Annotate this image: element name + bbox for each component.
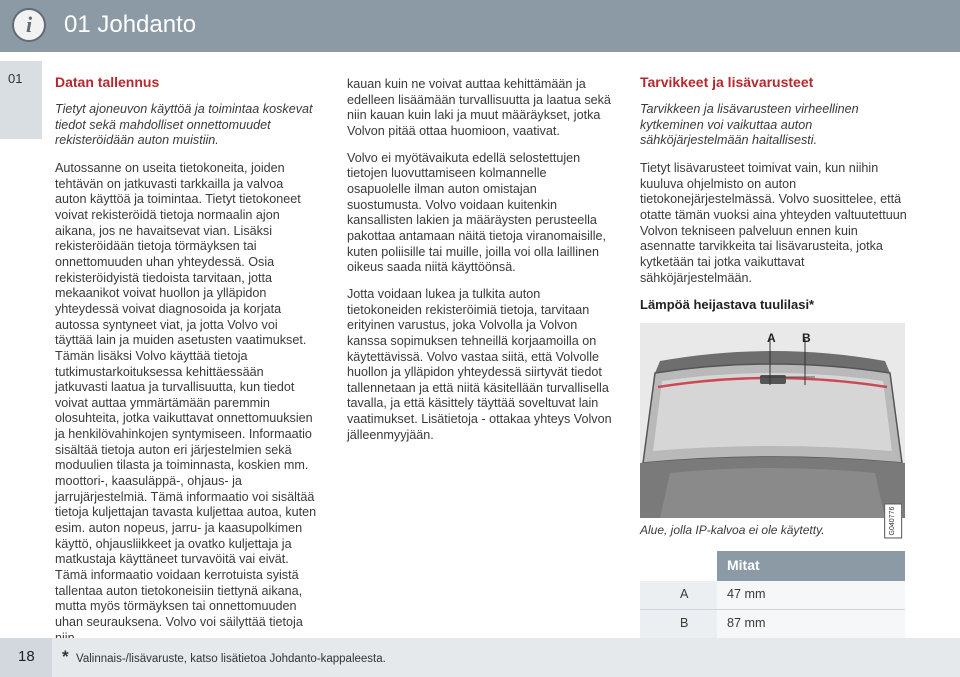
table-header-dimensions: Mitat [717, 551, 905, 581]
section-intro: Tarvikkeen ja lisävarusteen virheellinen kytkeminen voi vaikuttaa auton sähköjärjestelmään haitallisesti. [640, 102, 859, 148]
section-title-data-storage: Datan tallennus [55, 74, 160, 90]
table-cell-key: A [640, 581, 717, 610]
table-header-row [640, 551, 905, 581]
column-3 [640, 74, 910, 639]
car-front-drawing [640, 323, 905, 518]
body-paragraph: Volvo ei myötävaikuta edellä selostettujen tietojen luovuttamiseen kolmannelle osapuolelle ilman auton omistajan suostumusta. Volvo voidaan kuitenkin kansallisten lakien ja määräysten perusteella pakottaa antamaan näitä tietoja viranomaisille, kuten poliisille tai muille, joilla voi olla laillinen oikeus saada niitä käyttöönsä. [347, 150, 607, 275]
table-cell-value: 47 mm [717, 581, 905, 610]
body-paragraph: kauan kuin ne voivat auttaa kehittämään ja edelleen lisäämään turvallisuutta ja laatua sekä niin kauan kuin laki ja muut määräykset, jotka Volvon pitää ottaa huomioon, vaativat. [347, 77, 611, 138]
footnote-text: Valinnais-/lisävaruste, katso lisätietoa Johdanto-kappaleesta. [76, 653, 386, 665]
page-title: 01 Johdanto [64, 11, 197, 38]
chapter-tab-label: 01 [8, 71, 23, 86]
info-icon: i [12, 8, 46, 42]
body-paragraph: Tietyt lisävarusteet toimivat vain, kun niihin kuuluva ohjelmisto on auton tietokonejärjestelmässä. Volvo suosittelee, että otatte tämän vuoksi aina yhteyden valtuutettuun Volvon tekniseen palveluun ennen kuin asennatte tarvikkeita tai lisävarusteita, jotka kytketään tai jotka vaikuttavat sähköjärjestelmään. [640, 160, 907, 285]
page-number-box [0, 638, 52, 677]
column-1 [55, 74, 317, 657]
page-number: 18 [18, 648, 35, 665]
table-row [640, 610, 905, 639]
subsection-title-windshield: Lämpöä heijastava tuulilasi* [640, 297, 815, 313]
table-cell-key: B [640, 610, 717, 639]
table-row [640, 581, 905, 610]
footnote-star: * [62, 647, 69, 666]
chapter-tab [0, 61, 42, 139]
figure-label-b: B [802, 330, 811, 345]
column-2 [347, 77, 613, 454]
body-paragraph: Autossanne on useita tietokoneita, joiden tehtävän on jatkuvasti tarkkailla ja valvoa auton käyttöä ja toimintaa. Tietyt tietokoneet voivat rekisteröidä tietoja normaalin ajon aikana, jos ne havaitsevat vian. Lisäksi rekisteröidään tietoja törmäyksen tai onnettomuuden uhan yhteydessä. Osia rekisteröidyistä tiedoista tarvitaan, jotta mekaanikot voivat huollon ja ylläpidon yhteydessä voivat diagnosoida ja korjata autossa syntyneet viat, ja jotta Volvo voi täyttää lain ja muiden asetusten vaatimukset. Tämän lisäksi Volvo käyttää tietoja tutkimustarkoituksessa kehittäessään jatkuvasti laatua ja turvallisuutta, kun tiedot voivat auttaa ymmärtämään paremmin olosuhteita, jotka vaikuttavat onnettomuuksien ja henkilövahinkojen syntymiseen. Informaatio sisältää tietoja auton eri järjestelmien sekä moduulien tilasta ja toiminnasta, koskien mm. moottori-, kaasuläppä-, ohjaus- ja jarrujärjestelmiä. Tämä informaatio voi sisältää tietoja kuljettajan tavasta kuljettaa autoa, kuten esim. auton nopeus, jarru- ja kaasupolkimen käyttö, ohjausliikkeet ja ovatko kuljettaja ja matkustaja käyttäneet turvavöitä vai eivät. Tämä informaatio voidaan kerrotuista syistä tallentaa auton tietokoneisiin tiettynä aikana, mutta myös törmäyksen tai onnettomuuden uhan seurauksena. Volvo voi säilyttää tietoja [55, 160, 317, 629]
table-header-blank [640, 551, 717, 581]
page-footer [0, 638, 960, 677]
section-intro: Tietyt ajoneuvon käyttöä ja toimintaa koskevat tiedot sekä mahdolliset onnettomuudet rekisteröidään auton muistiin. [55, 102, 313, 148]
page-header [0, 0, 960, 52]
figure-label-a: A [767, 330, 776, 345]
figure-caption: Alue, jolla IP-kalvoa ei ole käytetty. [640, 522, 825, 537]
body-paragraph: Jotta voidaan lukea ja tulkita auton tietokoneiden rekisteröimiä tietoja, tarvitaan erityinen varustus, joka Volvolla ja Volvon kanssa sopimuksen tehneillä korjaamoilla on käytettävissä. Volvo vastaa siitä, että Volvolle huollon ja ylläpidon yhteydessä siirtyvät tiedot tallennetaan ja että niitä käsitellään turvallisella tavalla, ja että käsittely täyttää soveltuvat lain vaatimukset. Lisätietoja - ottakaa yhteys Volvon jälleenmyyjään. [347, 286, 612, 442]
section-title-accessories: Tarvikkeet ja lisävarusteet [640, 74, 814, 90]
table-cell-value: 87 mm [717, 610, 905, 639]
figure-code: G040776 [884, 504, 902, 539]
dimensions-table [640, 551, 905, 639]
